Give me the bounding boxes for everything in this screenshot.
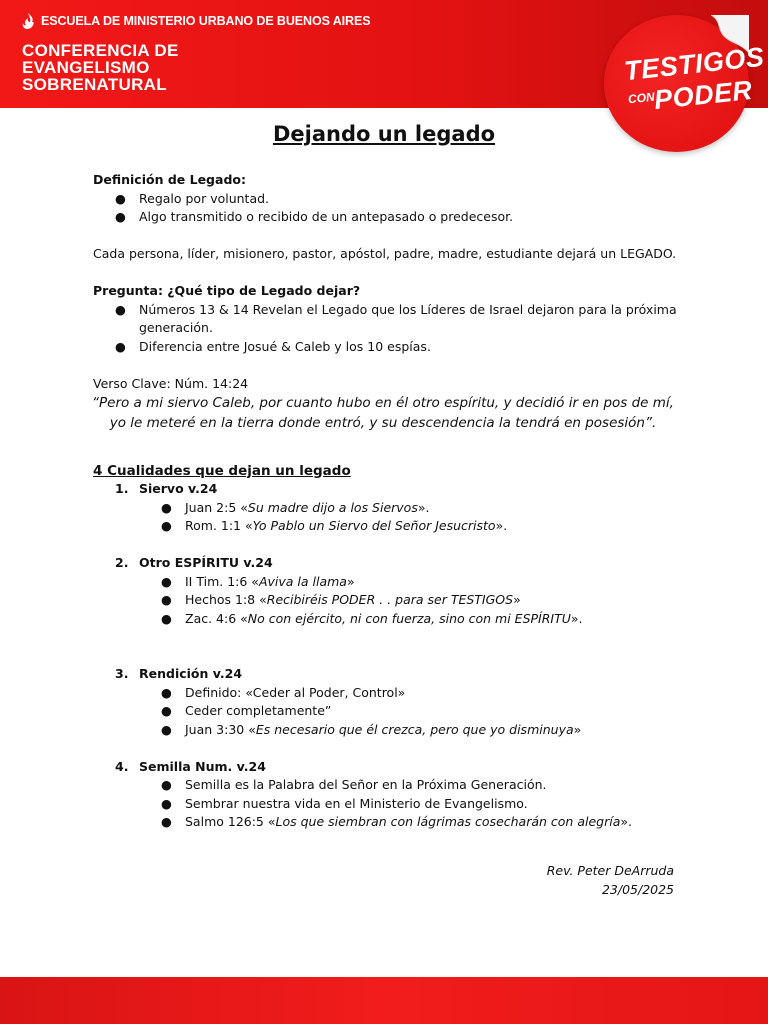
conference-line-2: EVANGELISMO xyxy=(22,58,150,77)
flame-logo-icon xyxy=(22,13,35,29)
list-item: ● Ceder completamente” xyxy=(93,702,693,721)
list-item: ● Zac. 4:6 «No con ejército, ni con fuerza, sino con mi ESPÍRITU». xyxy=(93,610,693,629)
bullet-icon: ● xyxy=(161,703,172,718)
bullet-icon: ● xyxy=(161,518,172,533)
badge-testigos: TESTIGOS xyxy=(622,41,766,87)
bullet-icon: ● xyxy=(161,610,172,626)
bullet-icon: ● xyxy=(161,777,172,792)
conference-title xyxy=(22,42,179,93)
list-item: ● Hechos 1:8 «Recibiréis PODER . . para ser TESTIGOS» xyxy=(93,591,693,610)
list-item: ● Definido: «Ceder al Poder, Control» xyxy=(93,684,693,703)
bullet-icon: ● xyxy=(161,721,172,737)
list-item: ● Semilla es la Palabra del Señor en la Próxima Generación. xyxy=(93,776,693,795)
author-name: Rev. Peter DeArruda xyxy=(546,863,674,878)
conference-line-3: SOBRENATURAL xyxy=(22,75,167,94)
signature-block xyxy=(547,862,674,899)
bullet-icon: ● xyxy=(161,592,172,607)
cualidad-3: 3. Rendición v.24 xyxy=(115,666,243,681)
list-item: ● Juan 2:5 «Su madre dijo a los Siervos». xyxy=(93,499,693,518)
bullet-icon: ● xyxy=(161,499,172,515)
document-date: 23/05/2025 xyxy=(601,881,674,897)
verso-label: Verso Clave: Núm. 14:24 xyxy=(93,375,249,391)
pregunta-label: Pregunta: ¿Qué tipo de Legado dejar? xyxy=(93,283,361,298)
document-body xyxy=(93,171,693,832)
list-item: ● Números 13 & 14 Revelan el Legado que los Líderes de Israel dejaron para la próxima generación. xyxy=(93,301,693,338)
cualidades-heading: 4 Cualidades que dejan un legado xyxy=(93,462,351,479)
bullet-icon: ● xyxy=(161,573,172,589)
list-item: ● Algo transmitido o recibido de un antepasado o predecesor. xyxy=(93,208,693,227)
list-item: ● Juan 3:30 «Es necesario que él crezca, pero que yo disminuya» xyxy=(93,721,693,740)
page-title: Dejando un legado xyxy=(272,122,496,146)
school-name-text: ESCUELA DE MINISTERIO URBANO DE BUENOS AIRES xyxy=(41,14,371,28)
bullet-icon: ● xyxy=(161,795,172,811)
definicion-label: Definición de Legado: xyxy=(93,172,246,187)
list-item: ● Regalo por voluntad. xyxy=(93,190,693,209)
footer-banner xyxy=(0,977,768,1024)
bullet-icon: ● xyxy=(115,209,126,224)
school-name xyxy=(22,13,370,29)
list-item: ● Salmo 126:5 «Los que siembran con lágrimas cosecharán con alegría». xyxy=(93,813,693,832)
cualidad-4: 4. Semilla Num. v.24 xyxy=(115,758,266,774)
bullet-icon: ● xyxy=(161,684,172,700)
list-item: ● Sembrar nuestra vida en el Ministerio de Evangelismo. xyxy=(93,795,693,814)
bullet-icon: ● xyxy=(115,190,126,206)
bullet-icon: ● xyxy=(161,814,172,829)
cualidad-1: 1. Siervo v.24 xyxy=(115,481,218,496)
cada-persona-text: Cada persona, líder, misionero, pastor, apóstol, padre, madre, estudiante dejará un LEGADO. xyxy=(93,246,677,261)
list-item: ● II Tim. 1:6 «Aviva la llama» xyxy=(93,573,693,592)
bullet-icon: ● xyxy=(115,301,126,317)
badge-con: CON xyxy=(627,89,656,107)
bullet-icon: ● xyxy=(115,338,126,354)
conference-line-1: CONFERENCIA DE xyxy=(22,41,179,60)
cualidad-2: 2. Otro ESPÍRITU v.24 xyxy=(115,555,273,570)
list-item: ● Diferencia entre Josué & Caleb y los 10 espías. xyxy=(93,338,693,357)
list-item: ● Rom. 1:1 «Yo Pablo un Siervo del Señor Jesucristo». xyxy=(93,517,693,536)
badge-poder: PODER xyxy=(652,74,754,116)
verso-quote: “Pero a mi siervo Caleb, por cuanto hubo en él otro espíritu, y decidió ir en pos de mí, yo le meteré en la tierra donde entró, y su descendencia la tendrá en posesión”. xyxy=(92,395,674,431)
